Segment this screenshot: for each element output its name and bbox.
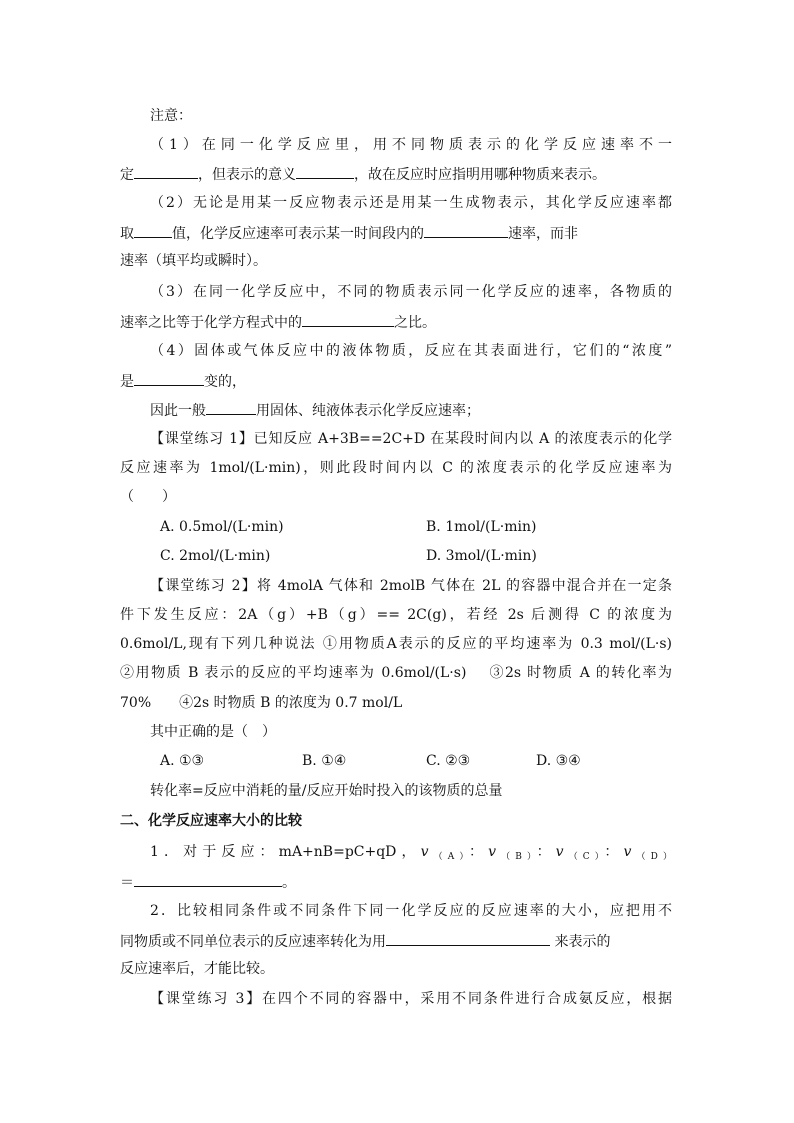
answer-blank[interactable] [134,370,204,386]
compare-item-1-line-2: ＝ 。 [120,871,296,893]
conversion-rate-note: 转化率=反应中消耗的量/反应开始时投入的该物质的总量 [150,783,503,799]
note-1-line-2: 定 ，但表示的意义 ，故在反应时应指明用哪种物质来表示。 [120,163,606,185]
answer-blank[interactable] [302,311,394,327]
exercise-1-line-3: （ ） [120,489,176,505]
note-title: 注意： [150,108,192,124]
note-4-line-1: （4）固体或气体反应中的液体物质，反应在其表面进行，它们的“浓度” [150,343,672,359]
exercise-1-line-1: 【课堂练习 1】已知反应 A+3B==2C+D 在某段时间内以 A 的浓度表示的化学 [150,431,672,447]
note-2-line-3: 速率（填平均或瞬时）。 [120,253,267,269]
answer-blank[interactable] [206,399,256,415]
exercise-2-line-5: 70% ④2s 时物质 B 的浓度为 0.7 mol/L [120,695,403,711]
note-1-line-1: （1）在同一化学反应里，用不同物质表示的化学反应速率不一 [150,137,672,153]
compare-item-2-line-2: 同物质或不同单位表示的反应速率转化为用 来表示的 [120,930,610,952]
note-4-line-2: 是 变的， [120,370,246,392]
exercise-1-option-d[interactable]: D. 3mol/(L·min) [426,548,537,564]
exercise-1-line-2: 反应速率为 1mol/(L·min)，则此段时间内以 C 的浓度表示的化学反应速率为 [120,460,672,476]
compare-item-1-line-1: 1．对于反应：mA+nB=pC+qD，$v_{(A)}$：$v_{(B)}$：$v_{(C)}$：$v_{(D)}$ [150,844,672,862]
answer-blank[interactable] [134,871,282,887]
exercise-3-line-1: 【课堂练习 3】在四个不同的容器中，采用不同条件进行合成氨反应，根据 [150,991,672,1007]
exercise-2-option-b[interactable]: B. ①④ [302,753,347,769]
answer-blank[interactable] [424,222,508,238]
compare-item-2-line-1: 2．比较相同条件或不同条件下同一化学反应的反应速率的大小，应把用不 [150,903,672,919]
note-3-line-2: 速率之比等于化学方程式中的 之比。 [120,311,436,333]
exercise-1-option-b[interactable]: B. 1mol/(L·min) [426,519,537,535]
exercise-2-line-4: ②用物质 B 表示的反应的平均速率为 0.6mol/(L·s) ③2s 时物质 A 的转化率为 [120,665,672,681]
answer-blank[interactable] [134,163,198,179]
exercise-2-line-2: 件下发生反应：2A（g）+B（g）== 2C(g)，若经 2s 后测得 C 的浓度为 [120,607,672,623]
exercise-2-option-d[interactable]: D. ③④ [536,753,581,769]
answer-blank[interactable] [134,222,172,238]
note-3-line-1: （3）在同一化学反应中，不同的物质表示同一化学反应的速率，各物质的 [150,284,672,300]
note-2-line-2: 取 值，化学反应速率可表示某一时间段内的 速率，而非 [120,222,578,244]
note-5-line: 因此一般 用固体、纯液体表示化学反应速率； [150,399,480,421]
exercise-2-line-3: 0.6mol/L,现有下列几种说法 ①用物质A表示的反应的平均速率为 0.3 mol/(L·s) [120,636,672,652]
answer-blank[interactable] [386,930,550,946]
section-2-heading: 二、化学反应速率大小的比较 [120,813,302,829]
exercise-2-question: 其中正确的是（ ） [150,724,276,740]
note-2-line-1: （2）无论是用某一反应物表示还是用某一生成物表示，其化学反应速率都 [150,195,672,211]
exercise-2-line-1: 【课堂练习 2】将 4molA 气体和 2molB 气体在 2L 的容器中混合并在一定条 [150,578,672,594]
exercise-2-option-c[interactable]: C. ②③ [426,753,471,769]
answer-blank[interactable] [296,163,354,179]
exercise-1-option-c[interactable]: C. 2mol/(L·min) [160,548,271,564]
compare-item-2-line-3: 反应速率后，才能比较。 [120,961,274,977]
exercise-2-option-a[interactable]: A. ①③ [160,753,205,769]
exercise-1-option-a[interactable]: A. 0.5mol/(L·min) [160,519,284,535]
